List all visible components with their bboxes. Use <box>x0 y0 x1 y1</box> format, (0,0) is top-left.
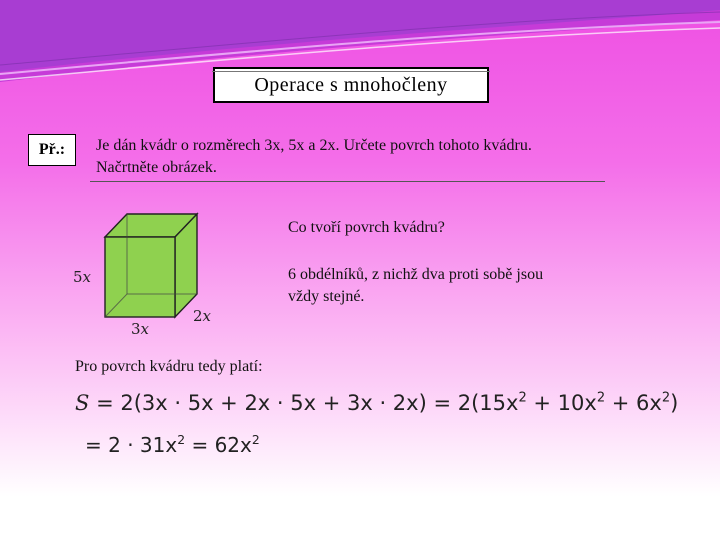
formula-line-1: $S = 2(3x \cdot 5x + 2x \cdot 5x + 3x \cdot 2x) = 2(15x^2 + 10x^2 + 6x^2)$ <box>75 390 679 415</box>
task-text <box>96 135 606 179</box>
depth-label: 2𝑥 <box>193 307 212 325</box>
width-label: 3𝑥 <box>131 320 150 338</box>
example-label-text: Př.: <box>38 141 66 158</box>
cuboid-diagram <box>65 205 225 340</box>
conclusion-text: Pro povrch kvádru tedy platí: <box>75 358 263 375</box>
task-divider <box>90 181 605 182</box>
task-line-2: Načrtněte obrázek. <box>96 159 217 176</box>
example-label <box>28 134 76 166</box>
question-text: Co tvoří povrch kvádru? <box>288 219 445 236</box>
answer-text: 6 obdélníků, z nichž dva proti sobě jsou vždy stejné. <box>288 266 544 305</box>
cuboid-front-face <box>105 237 175 317</box>
task-line-1: Je dán kvádr o rozměrech 3x, 5x a 2x. Určete povrch tohoto kvádru. <box>96 137 532 154</box>
page-title <box>213 67 489 103</box>
page-title-text: Operace s mnohočleny <box>254 73 448 96</box>
height-label: 5𝑥 <box>73 268 92 286</box>
formula-line-2: = $2 \cdot 31x^2 = 62x^2$ <box>85 431 260 457</box>
